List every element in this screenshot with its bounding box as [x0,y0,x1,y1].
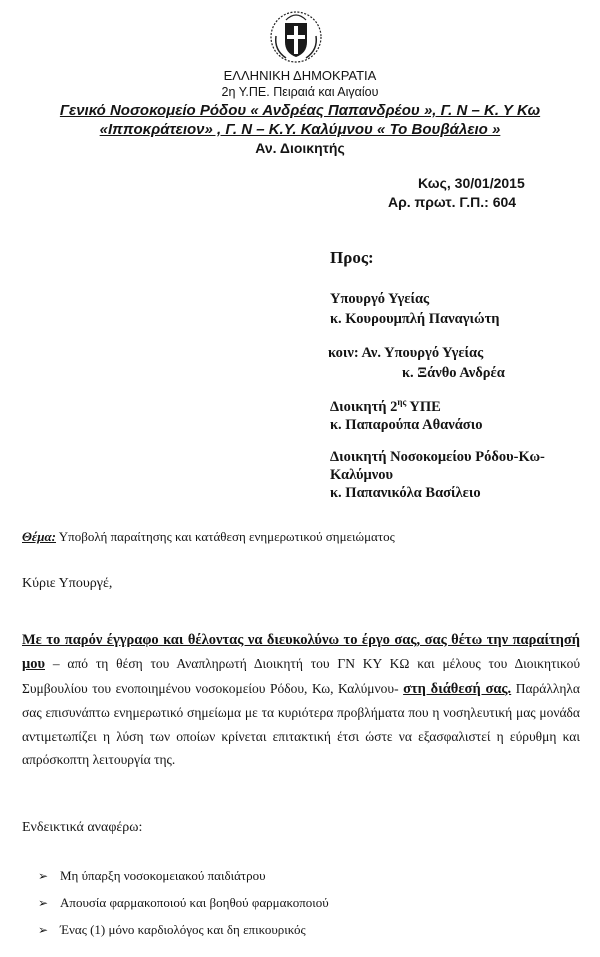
list-item-text: Απουσία φαρμακοποιού και βοηθού φαρμακοποιού [60,895,329,910]
recipient-hospital-director-name: κ. Παπανικόλα Βασίλειο [330,485,481,501]
attachment-text: Παράλληλα σας επισυνάπτω ενημερωτικό σημείωμα με τα κυριότερα προβλήματα που η νοσηλευτική μας μονάδα αντιμετωπίζει η λύση των οποίων κρίνεται επιτακτική έτσι ώστε να εξασφαλιστεί η εύρυθμη και απρόσκοπτη λειτουργία της. [22,680,580,768]
recipient-ype-director [330,397,441,416]
arrow-bullet-icon: ➢ [38,869,49,883]
ype-name: 2η Υ.ΠΕ. Πειραιά και Αιγαίου [221,85,379,99]
recipient-deputy-minister: κοιν: Αν. Υπουργό Υγείας [328,345,484,361]
list-item-text: Μη ύπαρξη νοσοκομειακού παιδιάτρου [60,868,266,883]
coat-of-arms-icon [268,6,324,64]
list-item [38,895,329,911]
resignation-statement: Με το παρόν έγγραφο και θέλοντας να διευκολύνω το έργο σας, σας θέτω την παραίτησή μου [22,632,580,673]
document-date: Κως, 30/01/2015 [418,175,525,191]
list-item-text: Ένας (1) μόνο καρδιολόγος και δη επικουρικός [60,922,306,937]
indicative-heading: Ενδεικτικά αναφέρω: [22,820,143,835]
list-item [38,868,266,884]
main-paragraph [22,628,580,771]
hospital-name-line2: «Ιπποκράτειον» , Γ. Ν – Κ.Υ. Καλύμνου « Το Βουβάλειο » [99,121,501,138]
ype-director-prefix: Διοικητή 2 [330,398,398,415]
recipient-minister: Υπουργό Υγείας [330,291,430,307]
recipients-heading: Προς: [330,248,374,267]
protocol-number: Αρ. πρωτ. Γ.Π.: 604 [388,194,517,210]
subject-text: Υποβολή παραίτησης και κατάθεση ενημερωτικού σημειώματος [56,529,395,544]
subject-line [22,529,395,545]
republic-title: ΕΛΛΗΝΙΚΗ ΔΗΜΟΚΡΑΤΙΑ [223,68,377,83]
subject-label: Θέμα: [22,529,57,544]
recipient-minister-name: κ. Κουρουμπλή Παναγιώτη [330,311,500,327]
arrow-bullet-icon: ➢ [38,923,49,937]
at-your-disposal: στη διάθεσή σας. [403,680,512,697]
recipient-hospital-director-cont: Καλύμνου [330,467,394,483]
ype-director-sup: ης [397,397,407,407]
list-item [38,922,306,938]
hospital-name-line1: Γενικό Νοσοκομείο Ρόδου « Ανδρέας Παπανδρέου », Γ. Ν – Κ. Υ Κω [59,102,541,119]
ype-director-suffix: ΥΠΕ [406,398,441,415]
recipient-hospital-director: Διοικητή Νοσοκομείου Ρόδου-Κω- [330,449,545,465]
position-description: – από τη θέση του Αναπληρωτή Διοικητή του ΓΝ ΚΥ ΚΩ και μέλους του Διοικητικού Συμβουλίου του ενοποιημένου νοσοκομείου Ρόδου, Κω, Καλύμνου- [22,656,580,696]
arrow-bullet-icon: ➢ [38,896,49,910]
recipient-ype-director-name: κ. Παπαρούπα Αθανάσιο [330,417,483,433]
issuer-title: Αν. Διοικητής [255,140,345,156]
recipient-deputy-minister-name: κ. Ξάνθο Ανδρέα [402,365,505,381]
greeting: Κύριε Υπουργέ, [22,576,113,591]
